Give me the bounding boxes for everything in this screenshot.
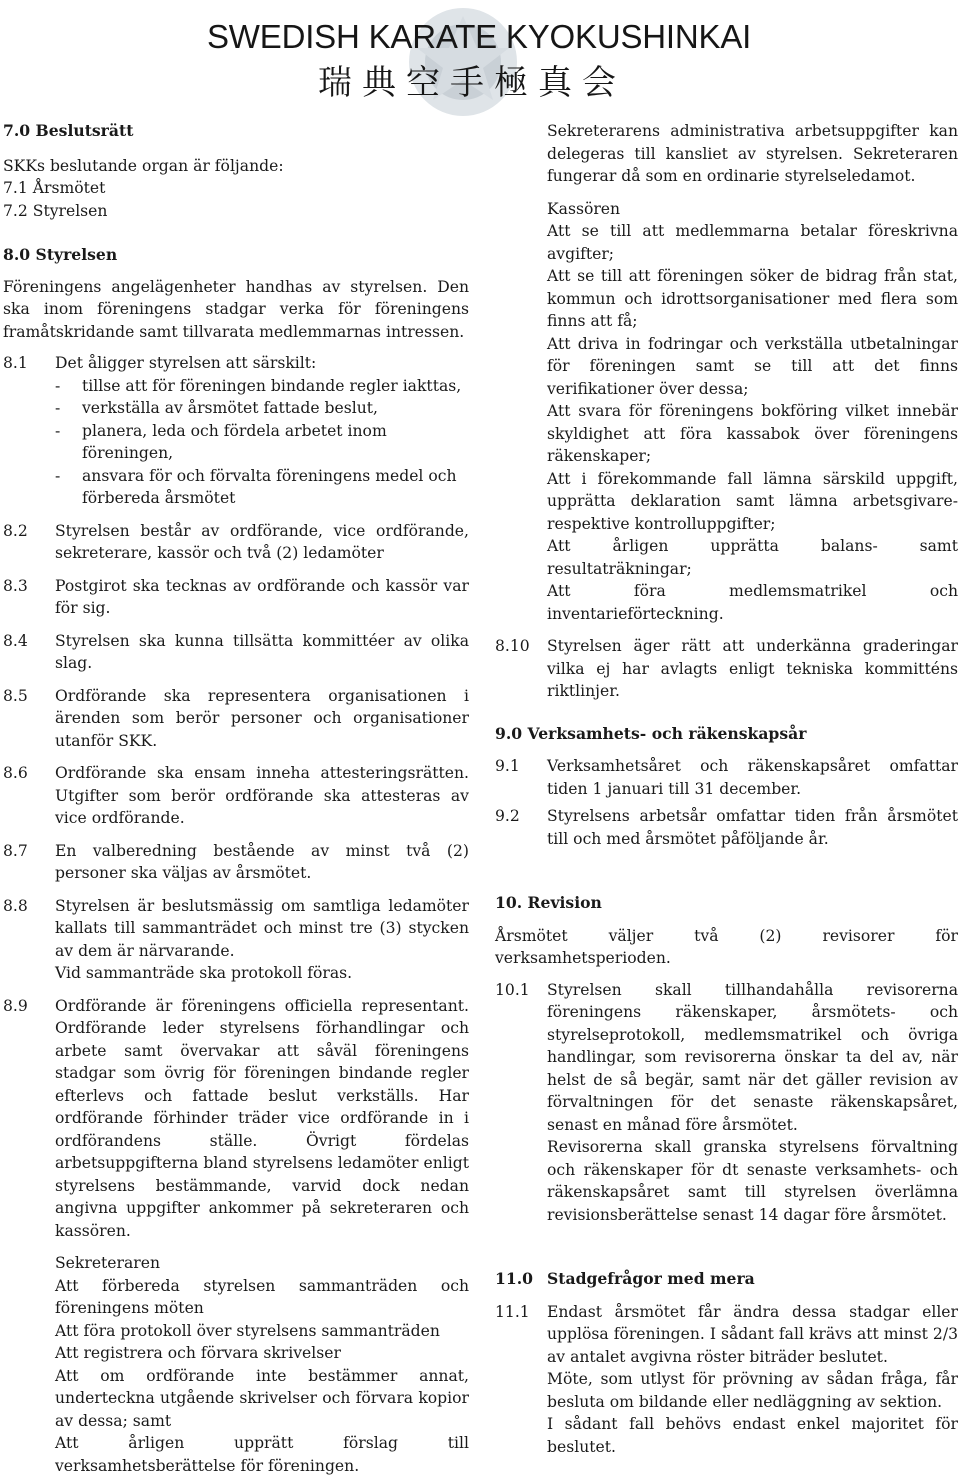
- clause-number: 8.5: [3, 686, 28, 705]
- clause-number: 8.1: [3, 354, 28, 372]
- organization-name: SWEDISH KARATE KYOKUSHINKAI: [207, 18, 752, 55]
- duty-item: Att registrera och förvara skrivelser: [55, 1344, 341, 1362]
- clause-text: Verksamhetsåret och räkenskapsåret omfattar tiden 1 januari till 31 december.: [547, 757, 958, 798]
- clause-8-5: [3, 685, 469, 753]
- duty-item: Att se till att medlemmarna betalar föreskrivna avgifter;: [547, 222, 958, 263]
- clause-number: 8.3: [3, 576, 28, 595]
- clause-9-1: [495, 755, 958, 800]
- page-header: [0, 0, 960, 110]
- clause-8-7: [3, 840, 469, 885]
- clause-number: 8.2: [3, 521, 28, 540]
- section-7-intro: SKKs beslutande organ är följande:: [3, 156, 284, 175]
- clause-8-6: [3, 762, 469, 830]
- list-item: [3, 420, 469, 465]
- clause-8-2: [3, 520, 469, 565]
- list-dash: -: [55, 399, 61, 417]
- clause-8-9: [3, 995, 469, 1243]
- treasurer-duties: [495, 198, 958, 626]
- duty-item: Att årligen upprätt förslag till verksamhetsberättelse för föreningen.: [55, 1434, 469, 1475]
- clause-text: Styrelsen ska kunna tillsätta kommittéer av olika slag.: [55, 631, 469, 672]
- treasurer-heading: Kassören: [547, 199, 621, 218]
- list-item-text: ansvara för och förvalta föreningens medel och förbereda årsmötet: [82, 466, 457, 507]
- list-item: [3, 375, 469, 398]
- clause-text: Ordförande ska representera organisationen i ärenden som berör personer och organisationer utanför SKK.: [55, 686, 469, 750]
- duty-item: Att årligen upprätta balans- samt resultaträkningar;: [547, 537, 958, 578]
- clause-text: Ordförande är föreningens officiella representant. Ordförande leder styrelsens förhandlingar och arbete samt övervakar att såväl föreningens stadgar som övrig för föreningen bindande regler efterlevs och fattade beslut verkställs. Har ordförande förhinder träder vice ordförande in i ordförandens ställe. Övrigt fördelas arbetsuppgifterna bland styrelsens ledamöter enligt styrelsens bestämmande, varvid dock nedan angivna uppgifter ankommer på sekreteraren och kassören.: [55, 996, 469, 1240]
- secretary-admin: [495, 120, 958, 188]
- clause-text: Styrelsens arbetsår omfattar tiden från årsmötet till och med årsmötet påföljande år.: [547, 807, 958, 848]
- duty-item: Att föra medlemsmatrikel och inventarieförteckning.: [547, 582, 958, 623]
- clause-8-4: [3, 630, 469, 675]
- clause-number: 8.6: [3, 764, 28, 782]
- section-10-heading: 10. Revision: [495, 893, 602, 912]
- clause-text: Endast årsmötet får ändra dessa stadgar eller upplösa föreningen. I sådant fall krävs att minst 2/3 av antalet avgivna röster biträder beslutet.: [547, 1302, 958, 1366]
- duty-item: Att driva in fodringar och verkställa utbetalningar för föreningen samt se till att det finns verifikationer över dessa;: [547, 334, 958, 398]
- clause-number: 8.10: [495, 637, 530, 655]
- section-title: Stadgefrågor med mera: [547, 1269, 755, 1288]
- paragraph: Sekreterarens administrativa arbetsuppgifter kan delegeras till kansliet av styrelsen. Sekreteraren fungerar då som en ordinarie styrelseledamot.: [547, 122, 958, 185]
- list-item-text: verkställa av årsmötet fattade beslut,: [82, 399, 378, 417]
- clause-9-2: [495, 805, 958, 850]
- clause-text: Styrelsen äger rätt att underkänna graderingar vilka ej har avlagts enligt tekniska kommitténs riktlinjer.: [547, 637, 958, 700]
- clause-10-1: [495, 979, 958, 1227]
- clause-text: Det åligger styrelsen att särskilt:: [55, 354, 317, 372]
- clause-8-8: [3, 895, 469, 985]
- section-7-item: 7.1 Årsmötet: [3, 179, 106, 197]
- list-dash: -: [55, 466, 61, 485]
- clause-number: 10.1: [495, 980, 530, 999]
- section-7-heading: 7.0 Beslutsrätt: [3, 121, 134, 140]
- duty-item: Att förbereda styrelsen sammanträden och föreningens möten: [55, 1276, 469, 1317]
- organization-name-kanji: 瑞典空手極真会: [318, 63, 626, 103]
- section-11-heading: [495, 1268, 958, 1291]
- duty-item: Att i förekommande fall lämna särskild uppgift, upprätta deklaration samt lämna arbetsgivare- respektive kontrolluppgifter;: [547, 469, 958, 533]
- clause-text: Revisorerna skall granska styrelsens förvaltning och räkenskaper för dt senaste verksamhets- och räkenskapsåret samt till styrelsen överlämna revisionsberättelse senast 14 dagar före årsmötet.: [547, 1138, 958, 1224]
- clause-text: En valberedning bestående av minst två (2) personer ska väljas av årsmötet.: [55, 841, 469, 882]
- list-item: [3, 397, 469, 420]
- section-number: 11.0: [495, 1269, 533, 1288]
- duty-item: Att om ordförande inte bestämmer annat, underteckna utgående skrivelser och förvara kopior av dessa; samt: [55, 1366, 469, 1430]
- duty-item: Att föra protokoll över styrelsens sammanträden: [55, 1321, 440, 1340]
- clause-number: 9.2: [495, 807, 520, 825]
- list-item-text: tillse att för föreningen bindande regler iakttas,: [82, 376, 462, 395]
- secretary-heading: Sekreteraren: [55, 1254, 161, 1272]
- clause-text: Vid sammanträde ska protokoll föras.: [55, 964, 353, 982]
- clause-8-1: [3, 352, 469, 375]
- section-8-heading: 8.0 Styrelsen: [3, 245, 118, 264]
- clause-number: 9.1: [495, 757, 520, 775]
- clause-8-10: [495, 635, 958, 703]
- clause-text: Styrelsen skall tillhandahålla revisorerna föreningens räkenskaper, årsmötets- och styrelseprotokoll, medlemsmatrikel och övriga handlingar, som revisorerna önskar ta del av, när helst de så begär, samt när det gäller revision av förvaltningen för det senaste räkenskapsåret, senast en månad före årsmötet.: [547, 980, 958, 1134]
- clause-number: 8.8: [3, 896, 28, 915]
- list-dash: -: [55, 421, 61, 440]
- clause-text: Styrelsen är beslutsmässig om samtliga ledamöter kallats till sammanträdet och minst tre (3) stycken av dem är närvarande.: [55, 896, 469, 960]
- clause-text: Postgirot ska tecknas av ordförande och kassör var för sig.: [55, 576, 469, 617]
- clause-number: 8.4: [3, 631, 28, 650]
- clause-text: I sådant fall behövs endast enkel majoritet för beslutet.: [547, 1415, 958, 1456]
- clause-11-1: [495, 1301, 958, 1459]
- duty-item: Att svara för föreningens bokföring vilket innebär skyldighet att föra kassabok över föreningens räkenskaper;: [547, 402, 958, 465]
- list-dash: -: [55, 376, 61, 395]
- clause-text: Styrelsen består av ordförande, vice ordförande, sekreterare, kassör och två (2) ledamöter: [55, 521, 469, 562]
- section-7-item: 7.2 Styrelsen: [3, 201, 108, 220]
- clause-8-3: [3, 575, 469, 620]
- section-10-intro: Årsmötet väljer två (2) revisorer för verksamhetsperioden.: [495, 926, 958, 967]
- list-item-text: planera, leda och fördela arbetet inom föreningen,: [82, 421, 387, 462]
- clause-number: 8.7: [3, 841, 28, 860]
- duty-item: Att se till att föreningen söker de bidrag från stat, kommun och idrottsorganisationer med flera som finns att få;: [547, 267, 958, 330]
- right-column: [495, 120, 958, 1458]
- clause-number: 8.9: [3, 996, 28, 1015]
- secretary-duties: [3, 1252, 469, 1477]
- clause-text: Ordförande ska ensam inneha attesteringsrätten. Utgifter som berör ordförande ska attesteras av vice ordförande.: [55, 764, 469, 827]
- left-column: [3, 120, 469, 1477]
- clause-text: Möte, som utlyst för prövning av sådan fråga, får besluta om bildande eller nedläggning av sektion.: [547, 1370, 958, 1411]
- section-8-intro: Föreningens angelägenheter handhas av styrelsen. Den ska inom föreningens stadgar verka för föreningens framåtskridande samt tillvarata medlemmarnas intressen.: [3, 277, 469, 341]
- section-9-heading: 9.0 Verksamhets- och räkenskapsår: [495, 723, 807, 743]
- list-item: [3, 465, 469, 510]
- clause-number: 11.1: [495, 1302, 530, 1321]
